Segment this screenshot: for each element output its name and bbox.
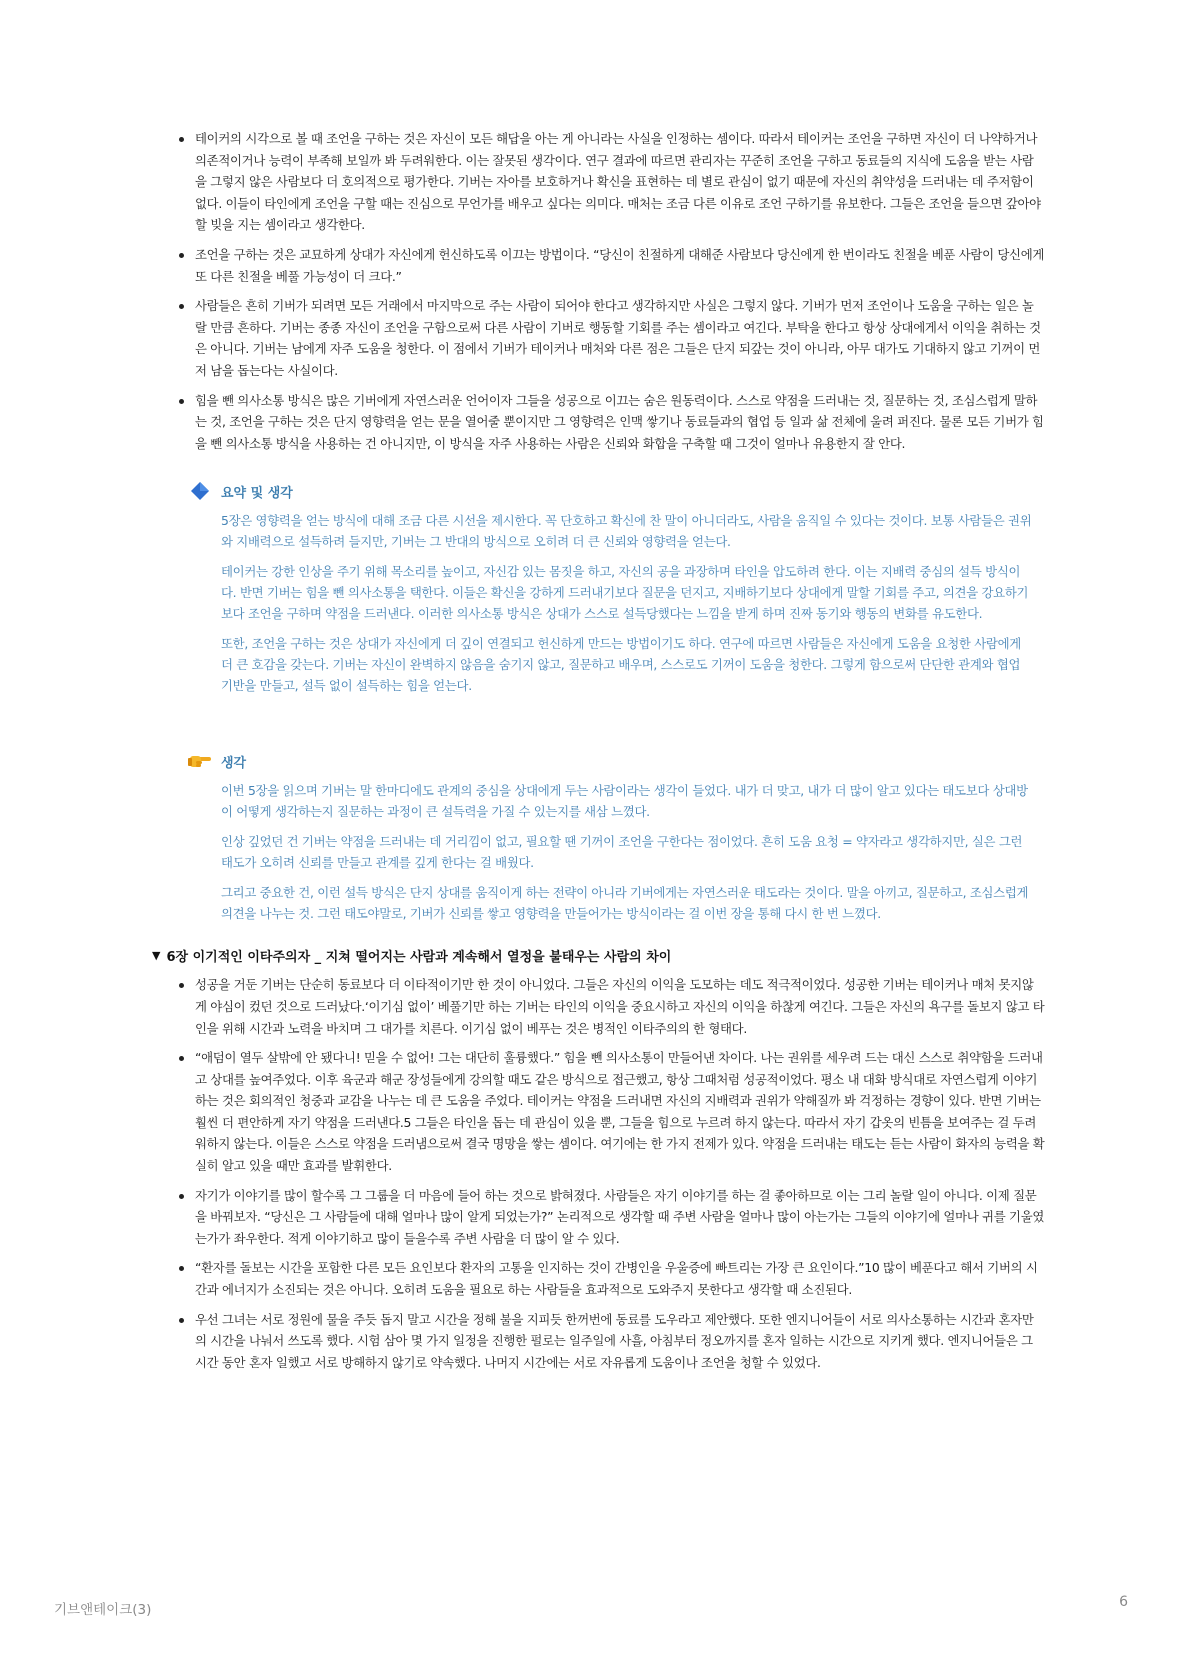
- thoughts-callout: [187, 748, 1032, 924]
- summary-paragraph: 5장은 영향력을 얻는 방식에 대해 조금 다른 시선을 제시한다. 꼭 단호하고 확신에 찬 말이 아니더라도, 사람을 움직일 수 있다는 것이다. 보통 사람들은 권위와 지배력으로 설득하려 들지만, 기버는 그 반대의 방식으로 오히려 더 큰 신뢰와 영향력을 얻는다.: [221, 513, 1032, 550]
- thoughts-paragraph: 그리고 중요한 건, 이런 설득 방식은 단지 상대를 움직이게 하는 전략이 아니라 기버에게는 자연스러운 태도라는 것이다. 말을 아끼고, 질문하고, 조심스럽게 의견을 나누는 것. 그런 태도야말로, 기버가 신뢰를 쌓고 영향력을 만들어가는 방식이라는 걸 이번 장을 통해 다시 한 번 느꼈다.: [221, 885, 1029, 922]
- list-item: “애덤이 열두 살밖에 안 됐다니! 믿을 수 없어! 그는 대단히 훌륭했다.” 힘을 뺀 의사소통이 만들어낸 차이다. 나는 권위를 세우려 드는 대신 스스로 취약함을 드러내고 상대를 높여주었다. 이후 육군과 해군 장성들에게 강의할 때도 같은 방식으로 접근했고, 항상 그때처럼 성공적이었다. 평소 내 대화 방식대로 자연스럽게 이야기하는 것은 회의적인 청중과 교감을 나누는 데 큰 도움을 주었다. 테이커는 약점을 드러내면 자신의 지배력과 권위가 약해질까 봐 걱정하는 경향이 있다. 반면 기버는 훨씬 더 편안하게 자기 약점을 드러낸다.5 그들은 타인을 돕는 데 관심이 있을 뿐, 그들을 힘으로 누르려 하지 않는다. 따라서 자기 갑옷의 빈틈을 보여주는 걸 두려워하지 않는다. 이들은 스스로 약점을 드러냄으로써 결국 명망을 쌓는 셈이다. 여기에는 한 가지 전제가 있다. 약점을 드러내는 태도는 듣는 사람이 화자의 능력을 확실히 알고 있을 때만 효과를 발휘한다.: [195, 1047, 1045, 1177]
- list-item: 자기가 이야기를 많이 할수록 그 그룹을 더 마음에 들어 하는 것으로 밝혀졌다. 사람들은 자기 이야기를 하는 걸 좋아하므로 이는 그리 놀랄 일이 아니다. 이제 질문을 바꿔보자. “당신은 그 사람들에 대해 얼마나 많이 알게 되었는가?” 논리적으로 생각할 때 주변 사람을 얼마나 많이 아는가는 그들의 이야기에 얼마나 귀를 기울였는가가 좌우한다. 적게 이야기하고 많이 들을수록 주변 사람을 더 많이 알 수 있다.: [195, 1185, 1045, 1250]
- chapter6-heading-text: 6장 이기적인 이타주의자 _ 지쳐 떨어지는 사람과 계속해서 열정을 불태우는 사람의 차이: [166, 949, 672, 965]
- summary-paragraph: 테이커는 강한 인상을 주기 위해 목소리를 높이고, 자신감 있는 몸짓을 하고, 자신의 공을 과장하며 타인을 압도하려 한다. 이는 지배력 중심의 설득 방식이다. 반면 기버는 힘을 뺀 의사소통을 택한다. 이들은 확신을 강하게 드러내기보다 질문을 던지고, 지배하기보다 상대에게 말할 기회를 주고, 의견을 강요하기보다 조언을 구하며 약점을 드러낸다. 이러한 의사소통 방식은 상대가 스스로 설득당했다는 느낌을 받게 하며 진짜 동기와 행동의 변화를 유도한다.: [221, 564, 1029, 622]
- list-item: “환자를 돌보는 시간을 포함한 다른 모든 요인보다 환자의 고통을 인지하는 것이 간병인을 우울증에 빠트리는 가장 큰 요인이다.”10 많이 베푼다고 해서 기버의 시간과 에너지가 소진되는 것은 아니다. 오히려 도움을 필요로 하는 사람들을 효과적으로 도와주지 못한다고 생각할 때 소진된다.: [195, 1257, 1045, 1300]
- chapter6-bullet-list: [0, 974, 1180, 1373]
- chapter6-toggle-heading[interactable]: [152, 942, 1180, 968]
- blue-diamond-icon: [187, 480, 212, 502]
- list-item: 사람들은 흔히 기버가 되려면 모든 거래에서 마지막으로 주는 사람이 되어야 한다고 생각하지만 사실은 그렇지 않다. 기버가 먼저 조언이나 도움을 구하는 일은 놀랄 만큼 흔하다. 기버는 종종 자신이 조언을 구함으로써 다른 사람이 기버로 행동할 기회를 주는 셈이라고 여긴다. 부탁을 한다고 항상 상대에게서 이익을 취하는 것은 아니다. 기버는 남에게 자주 도움을 청한다. 이 점에서 기버가 테이커나 매처와 다른 점은 그들은 단지 되갚는 것이 아니라, 아무 대가도 기대하지 않고 기꺼이 먼저 남을 돕는다는 사실이다.: [195, 295, 1045, 381]
- thoughts-paragraph: 이번 5장을 읽으며 기버는 말 한마디에도 관계의 중심을 상대에게 두는 사람이라는 생각이 들었다. 내가 더 맞고, 내가 더 많이 알고 있다는 태도보다 상대방이 어떻게 생각하는지 질문하는 과정이 큰 설득력을 가질 수 있는지를 새삼 느꼈다.: [221, 783, 1028, 820]
- list-item: 조언을 구하는 것은 교묘하게 상대가 자신에게 헌신하도록 이끄는 방법이다. “당신이 친절하게 대해준 사람보다 당신에게 한 번이라도 친절을 베푼 사람이 당신에게 또 다른 친절을 베풀 가능성이 더 크다.”: [195, 244, 1045, 287]
- footer-document-title: 기브앤테이크(3): [54, 1602, 152, 1618]
- thoughts-paragraph: 인상 깊었던 건 기버는 약점을 드러내는 데 거리낌이 없고, 필요할 땐 기꺼이 조언을 구한다는 점이었다. 흔히 도움 요청 = 약자라고 생각하지만, 실은 그런 태도가 오히려 신뢰를 만들고 관계를 깊게 한다는 걸 배웠다.: [221, 834, 1023, 871]
- page-content: [0, 128, 1180, 1381]
- list-item: 힘을 뺀 의사소통 방식은 많은 기버에게 자연스러운 언어이자 그들을 성공으로 이끄는 숨은 원동력이다. 스스로 약점을 드러내는 것, 질문하는 것, 조심스럽게 말하는 것, 조언을 구하는 것은 단지 영향력을 얻는 문을 열어줄 뿐이지만 그 영향력은 인맥 쌓기나 동료들과의 협업 등 일과 삶 전체에 울려 퍼진다. 물론 모든 기버가 힘을 뺀 의사소통 방식을 사용하는 건 아니지만, 이 방식을 자주 사용하는 사람은 신뢰와 화합을 구축할 때 그것이 얼마나 유용한지 잘 안다.: [195, 390, 1045, 455]
- summary-callout: [187, 478, 1032, 696]
- list-item: 우선 그녀는 서로 정원에 물을 주듯 돕지 말고 시간을 정해 불을 지피듯 한꺼번에 동료를 도우라고 제안했다. 또한 엔지니어들이 서로 의사소통하는 시간과 혼자만의 시간을 나눠서 쓰도록 했다. 시험 삼아 몇 가지 일정을 진행한 펄로는 일주일에 사흘, 아침부터 정오까지를 혼자 일하는 시간으로 지키게 했다. 엔지니어들은 그 시간 동안 혼자 일했고 서로 방해하지 않기로 약속했다. 나머지 시간에는 서로 자유롭게 도움이나 조언을 청할 수 있었다.: [195, 1309, 1045, 1374]
- list-item: 성공을 거둔 기버는 단순히 동료보다 더 이타적이기만 한 것이 아니었다. 그들은 자신의 이익을 도모하는 데도 적극적이었다. 성공한 기버는 테이커나 매처 못지않게 야심이 컸던 것으로 드러났다.‘이기심 없이’ 베풀기만 하는 기버는 타인의 이익을 중요시하고 자신의 이익을 하찮게 여긴다. 그들은 자신의 욕구를 돌보지 않고 타인을 위해 시간과 노력을 바치며 그 대가를 치른다. 이기심 없이 베푸는 것은 병적인 이타주의의 한 형태다.: [195, 974, 1045, 1039]
- page-number: 6: [1119, 1594, 1128, 1610]
- summary-title: 요약 및 생각: [221, 485, 293, 501]
- pointing-hand-icon: [187, 750, 212, 772]
- thoughts-title: 생각: [221, 755, 247, 771]
- chapter5-bullet-list: [0, 128, 1180, 454]
- summary-paragraph: 또한, 조언을 구하는 것은 상대가 자신에게 더 깊이 연결되고 헌신하게 만드는 방법이기도 하다. 연구에 따르면 사람들은 자신에게 도움을 요청한 사람에게 더 큰 호감을 갖는다. 기버는 자신이 완벽하지 않음을 숨기지 않고, 질문하고 배우며, 스스로도 기꺼이 도움을 청한다. 그렇게 함으로써 단단한 관계와 협업 기반을 만들고, 설득 없이 설득하는 힘을 얻는다.: [221, 636, 1021, 694]
- toggle-arrow-icon[interactable]: ▼: [152, 948, 161, 962]
- list-item: 테이커의 시각으로 볼 때 조언을 구하는 것은 자신이 모든 해답을 아는 게 아니라는 사실을 인정하는 셈이다. 따라서 테이커는 조언을 구하면 자신이 더 나약하거나 의존적이거나 능력이 부족해 보일까 봐 두려워한다. 이는 잘못된 생각이다. 연구 결과에 따르면 관리자는 꾸준히 조언을 구하고 동료들의 지식에 도움을 받는 사람을 그렇지 않은 사람보다 더 호의적으로 평가한다. 기버는 자아를 보호하거나 확신을 표현하는 데 별로 관심이 없기 때문에 자신의 취약성을 드러내는 데 주저함이 없다. 이들이 타인에게 조언을 구할 때는 진심으로 무언가를 배우고 싶다는 의미다. 매처는 조금 다른 이유로 조언 구하기를 유보한다. 그들은 조언을 들으면 갚아야 할 빚을 지는 셈이라고 생각한다.: [195, 128, 1045, 236]
